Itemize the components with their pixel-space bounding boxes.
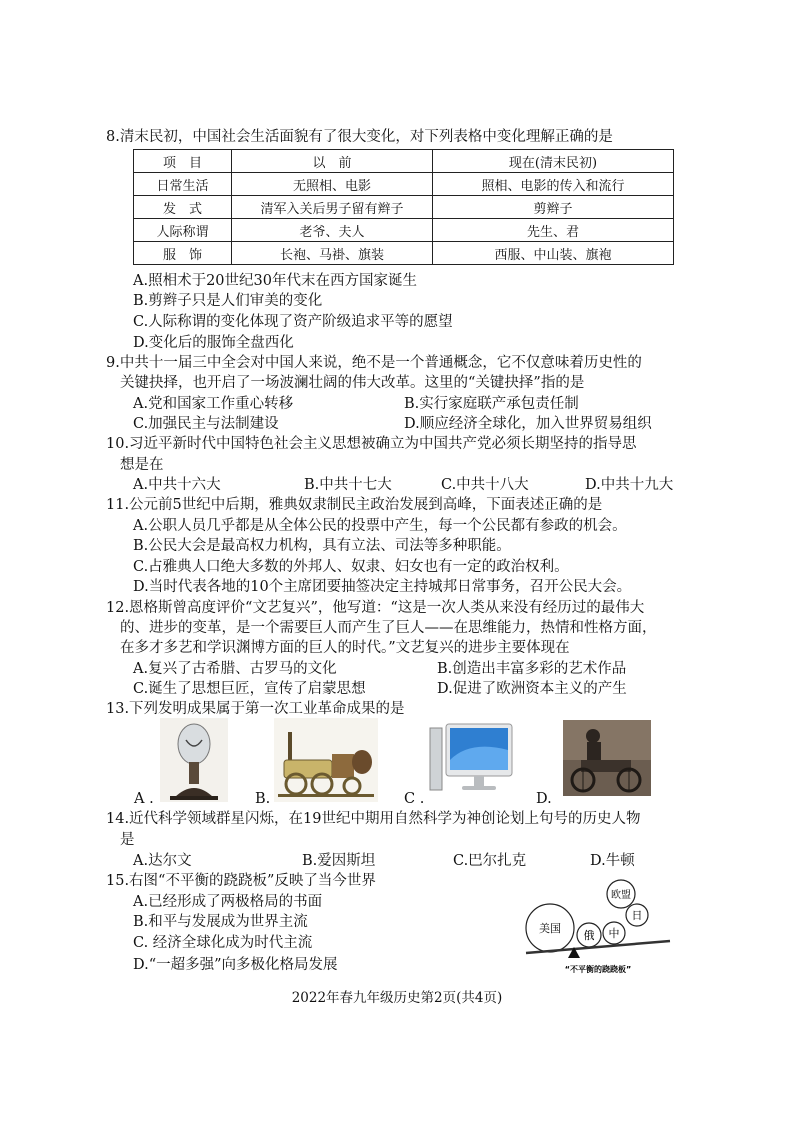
q9-option-c: C.加强民主与法制建设: [133, 416, 279, 432]
table-header-row: [134, 150, 674, 173]
q13-option-a: A .: [134, 791, 154, 807]
table-row: [134, 242, 674, 265]
table-cell: 老爷、夫人: [232, 219, 433, 242]
usa-label: 美国: [539, 922, 561, 935]
q8-option-c: C.人际称谓的变化体现了资产阶级追求平等的愿望: [133, 314, 453, 330]
q9-stem-line1: 9.中共十一届三中全会对中国人来说，绝不是一个普通概念，它不仅意味着历史性的: [106, 355, 642, 371]
seesaw-figure: [522, 874, 674, 978]
q12-option-c: C.诞生了思想巨匠，宣传了启蒙思想: [133, 681, 366, 697]
table-header: 以 前: [232, 150, 433, 173]
q15-option-b: B.和平与发展成为世界主流: [133, 914, 308, 930]
q14-option-a: A.达尔文: [133, 853, 192, 869]
q12-stem-line2: 的、进步的变革，是一个需要巨人而产生了巨人——在思维能力，热情和性格方面，: [120, 620, 657, 636]
table-header: 现在(清末民初): [433, 150, 674, 173]
q13-option-d: D.: [536, 791, 552, 807]
q13-stem: 13.下列发明成果属于第一次工业革命成果的是: [106, 701, 405, 717]
table-header: 项 目: [134, 150, 232, 173]
q10-option-c: C.中共十八大: [441, 477, 529, 493]
q15-option-d: D.“一超多强”向多极化格局发展: [133, 957, 338, 973]
japan-label: 日: [631, 909, 643, 922]
light-bulb-image: [160, 718, 228, 802]
table-row: [134, 219, 674, 242]
q12-stem-line1: 12.恩格斯曾高度评价“文艺复兴”，他写道：“这是一次人类从来没有经历过的最伟大: [106, 600, 645, 616]
table-cell: 日常生活: [134, 173, 232, 196]
table-cell: 人际称谓: [134, 219, 232, 242]
q8-table: [133, 149, 674, 265]
q13-option-b: B.: [255, 791, 271, 807]
table-cell: 长袍、马褂、旗装: [232, 242, 433, 265]
q11-option-b: B.公民大会是最高权力机构，具有立法、司法等多种职能。: [133, 538, 511, 554]
q12-option-a: A.复兴了古希腊、古罗马的文化: [133, 661, 337, 677]
q12-option-b: B.创造出丰富多彩的艺术作品: [437, 661, 627, 677]
early-automobile-image: [563, 720, 651, 796]
q15-option-c: C. 经济全球化成为时代主流: [133, 935, 313, 951]
q8-option-b: B.剪辫子只是人们审美的变化: [133, 293, 323, 309]
q11-stem: 11.公元前5世纪中后期，雅典奴隶制民主政治发展到高峰，下面表述正确的是: [106, 497, 603, 513]
q15-option-a: A.已经形成了两极格局的书面: [133, 894, 323, 910]
table-row: [134, 173, 674, 196]
q14-stem-line1: 14.近代科学领域群星闪烁，在19世纪中期用自然科学为神创论划上句号的历史人物: [106, 811, 641, 827]
q8-option-d: D.变化后的服饰全盘西化: [133, 335, 294, 351]
table-row: [134, 196, 674, 219]
q11-option-d: D.当时代表各地的10个主席团要抽签决定主持城邦日常事务，召开公民大会。: [133, 579, 632, 595]
table-cell: 先生、君: [433, 219, 674, 242]
russia-label: 俄: [583, 929, 595, 942]
table-cell: 发 式: [134, 196, 232, 219]
computer-image: [426, 720, 518, 796]
table-cell: 无照相、电影: [232, 173, 433, 196]
q9-option-b: B.实行家庭联产承包责任制: [404, 396, 579, 412]
q15-stem: 15.右图“不平衡的跷跷板”反映了当今世界: [106, 873, 376, 889]
table-cell: 西服、中山装、旗袍: [433, 242, 674, 265]
q14-stem-line2: 是: [120, 832, 135, 848]
china-label: 中: [608, 927, 620, 940]
steam-locomotive-image: [274, 718, 378, 802]
page-footer: 2022年春九年级历史第2页(共4页): [291, 990, 503, 1006]
q10-stem-line2: 想是在: [120, 457, 164, 473]
q12-stem-line3: 在多才多艺和学识渊博方面的巨人的时代。”文艺复兴的进步主要体现在: [120, 640, 570, 656]
q12-option-d: D.促进了欧洲资本主义的产生: [437, 681, 627, 697]
q8-stem: 8.清末民初，中国社会生活面貌有了很大变化，对下列表格中变化理解正确的是: [106, 129, 613, 145]
q14-option-d: D.牛顿: [590, 853, 635, 869]
q9-stem-line2: 关键抉择，也开启了一场波澜壮阔的伟大改革。这里的“关键抉择”指的是: [120, 375, 585, 391]
table-cell: 服 饰: [134, 242, 232, 265]
q10-stem-line1: 10.习近平新时代中国特色社会主义思想被确立为中国共产党必须长期坚持的指导思: [106, 436, 637, 452]
table-cell: 照相、电影的传入和流行: [433, 173, 674, 196]
q10-option-b: B.中共十七大: [304, 477, 392, 493]
figure-caption: “不平衡的跷跷板”: [564, 965, 632, 974]
q10-option-d: D.中共十九大: [585, 477, 674, 493]
table-cell: 清军入关后男子留有辫子: [232, 196, 433, 219]
q13-option-c: C .: [404, 791, 425, 807]
q8-option-a: A.照相术于20世纪30年代末在西方国家诞生: [133, 273, 417, 289]
q11-option-c: C.占雅典人口绝大多数的外邦人、奴隶、妇女也有一定的政治权利。: [133, 559, 569, 575]
q10-option-a: A.中共十六大: [133, 477, 221, 493]
table-cell: 剪辫子: [433, 196, 674, 219]
eu-label: 欧盟: [611, 890, 631, 901]
q9-option-a: A.党和国家工作重心转移: [133, 396, 294, 412]
q11-option-a: A.公职人员几乎都是从全体公民的投票中产生，每一个公民都有参政的机会。: [133, 518, 627, 534]
q14-option-c: C.巴尔扎克: [453, 853, 527, 869]
q9-option-d: D.顺应经济全球化，加入世界贸易组织: [404, 416, 652, 432]
q14-option-b: B.爱因斯坦: [302, 853, 376, 869]
